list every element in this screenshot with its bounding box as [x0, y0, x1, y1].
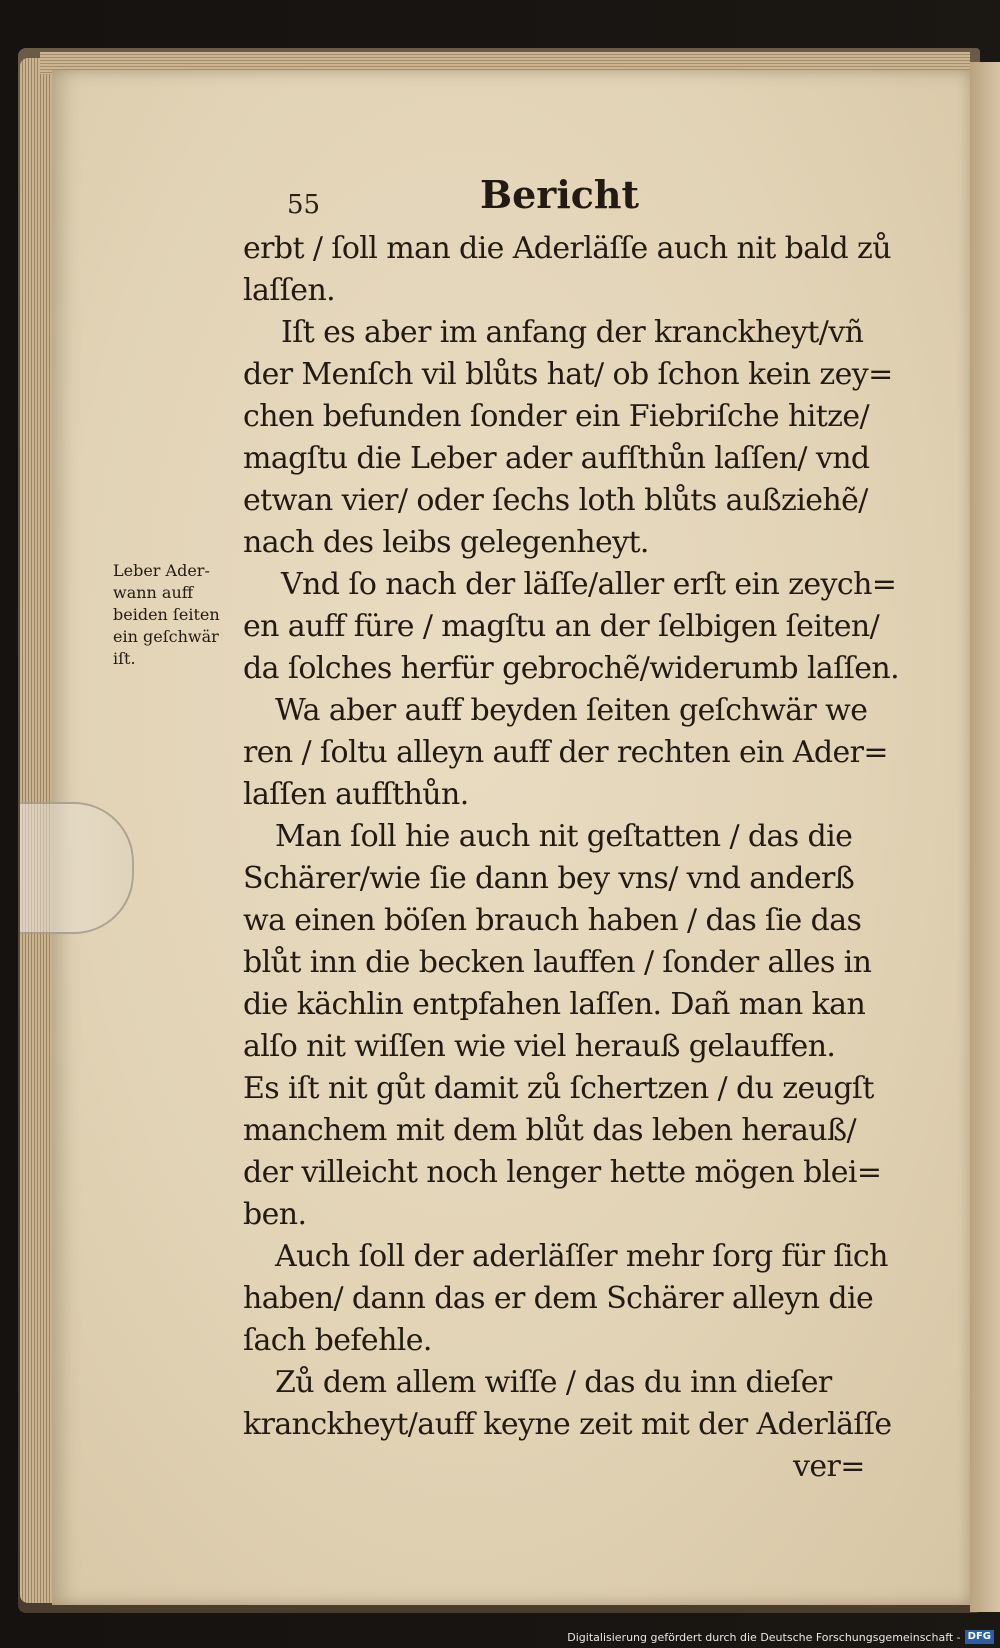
text-line: Man ſoll hie auch nit geſtatten / das die — [275, 819, 853, 854]
text-line: Zů dem allem wiſſe / das du inn dieſer — [275, 1365, 832, 1400]
text-line: blůt inn die becken lauffen / ſonder alles in — [243, 945, 872, 980]
marginal-note-line: ein geſchwär — [113, 627, 219, 646]
text-line: Es iſt nit gůt damit zů ſchertzen / du zeugſt — [243, 1071, 874, 1106]
text-line: haben/ dann das er dem Schärer alleyn die — [243, 1281, 874, 1316]
text-line: die kächlin entpfahen laſſen. Dañ man kan — [243, 987, 866, 1022]
running-head: Bericht — [480, 172, 640, 217]
text-line: manchem mit dem blůt das leben herauß/ — [243, 1113, 856, 1148]
text-line: kranckheyt/auff keyne zeit mit der Aderläſſe — [243, 1407, 892, 1442]
text-line: Vnd ſo nach der läſſe/aller erſt ein zeych= — [281, 567, 897, 602]
text-line: Iſt es aber im anfang der kranckheyt/vñ — [281, 315, 864, 350]
text-line: erbt / ſoll man die Aderläſſe auch nit bald zů — [243, 231, 891, 266]
catchword: ver= — [793, 1449, 865, 1484]
facing-page-edge — [970, 62, 1000, 1612]
text-line: nach des leibs gelegenheyt. — [243, 525, 649, 560]
digitization-credit — [567, 1628, 994, 1646]
text-line: Schärer/wie ſie dann bey vns/ vnd anderß — [243, 861, 855, 896]
text-line: etwan vier/ oder ſechs loth blůts außziehẽ/ — [243, 483, 868, 518]
text-line: laſſen aufſthůn. — [243, 777, 469, 812]
marginal-note — [113, 560, 248, 670]
text-line: laſſen. — [243, 273, 336, 308]
text-line: magſtu die Leber ader aufſthůn laſſen/ vnd — [243, 441, 870, 476]
text-line: alſo nit wiſſen wie viel herauß gelauffen. — [243, 1029, 836, 1064]
text-line: der villeicht noch lenger hette mögen blei= — [243, 1155, 882, 1190]
text-line: Wa aber auff beyden ſeiten geſchwär we — [275, 693, 868, 728]
text-line: en auff füre / magſtu an der ſelbigen ſeiten/ — [243, 609, 880, 644]
text-line: chen befunden ſonder ein Fiebriſche hitze/ — [243, 399, 870, 434]
marginal-note-line: Leber Ader- — [113, 561, 210, 580]
marginal-note-line: beiden ſeiten — [113, 605, 220, 624]
text-line: Auch ſoll der aderläſſer mehr ſorg für ſich — [275, 1239, 888, 1274]
text-line: ren / ſoltu alleyn auff der rechten ein Ader= — [243, 735, 888, 770]
marginal-note-line: iſt. — [113, 649, 136, 668]
dfg-logo: DFG — [965, 1630, 994, 1644]
page-number: 55 — [287, 190, 321, 220]
text-line: wa einen böſen brauch haben / das ſie das — [243, 903, 862, 938]
text-line: da ſolches herfür gebrochẽ/widerumb laſſen. — [243, 651, 900, 686]
page-clip — [20, 802, 134, 934]
marginal-note-line: wann auff — [113, 583, 194, 602]
text-line: ſach befehle. — [243, 1323, 432, 1358]
text-line: der Menſch vil blůts hat/ ob ſchon kein zey= — [243, 357, 893, 392]
credit-text: Digitalisierung gefördert durch die Deutsche Forschungsgemeinschaft - — [567, 1630, 961, 1644]
text-line: ben. — [243, 1197, 307, 1232]
body-text — [243, 228, 903, 1488]
